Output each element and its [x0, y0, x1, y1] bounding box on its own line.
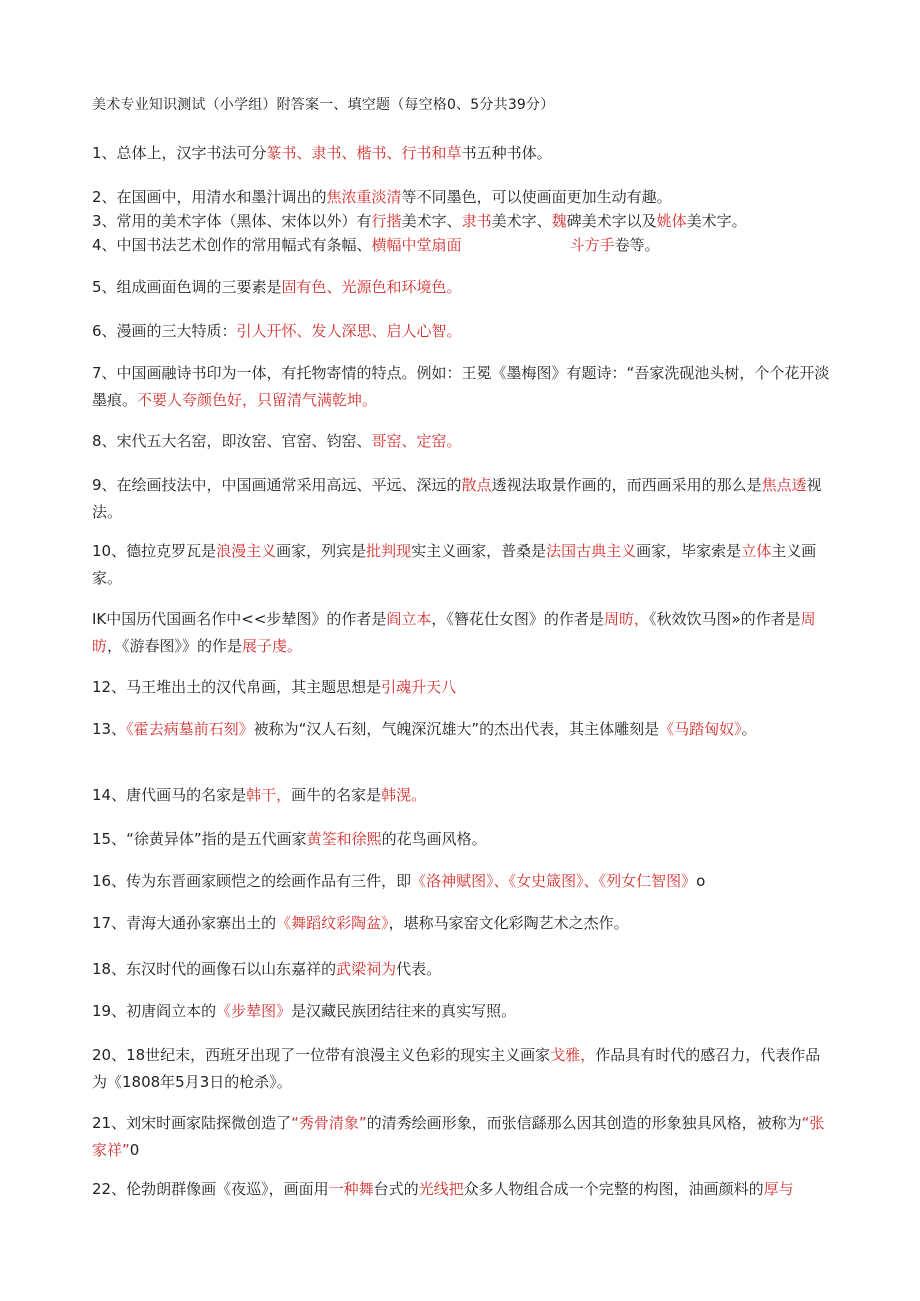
answer-text: 立体	[741, 542, 772, 560]
question-text: 的花鸟画风格。	[381, 830, 487, 848]
answer-text: 横幅中堂扇面	[371, 236, 462, 254]
answer-text: 引魂升天八	[381, 678, 457, 696]
question-text: 书五种书体。	[461, 144, 552, 162]
answer-text: 焦浓重淡清	[326, 188, 402, 206]
answer-text: 《步辇图》	[216, 1002, 292, 1020]
question-text: 4、中国书法艺术创作的常用幅式有条幅、	[92, 236, 372, 254]
answer-text: “秀骨清象”	[291, 1114, 367, 1132]
answer-text: 魏	[551, 212, 567, 230]
answer-text: 斗方手	[569, 236, 615, 254]
question-text: 实主义画家，普桑是	[411, 542, 547, 560]
answer-text: 行揩	[371, 212, 402, 230]
question-text: 卷等。	[614, 236, 660, 254]
question-12	[92, 674, 832, 701]
question-text: 2、在国画中，用清水和墨汁调出的	[92, 188, 327, 206]
question-text: 6、漫画的三大特质：	[92, 322, 237, 340]
answer-text: 法国古典主义	[546, 542, 637, 560]
answer-text: 武梁祠为	[336, 960, 397, 978]
question-text: 代表。	[396, 960, 442, 978]
answer-text: 哥窑、定窑。	[371, 432, 462, 450]
question-6	[92, 318, 832, 345]
answer-text: 光线把	[418, 1180, 464, 1198]
question-text: 等不同墨色，可以使画面更加生动有趣。	[401, 188, 672, 206]
answer-text: 周昉，	[603, 610, 649, 628]
question-7	[92, 360, 832, 414]
answer-text: 姚体	[656, 212, 687, 230]
question-text: 18、东汉时代的画像石以山东嘉祥的	[92, 960, 337, 978]
question-text: 碑美术字以及	[566, 212, 657, 230]
question-text: 9、在绘画技法中，中国画通常采用高远、平远、深远的	[92, 476, 462, 494]
question-text: 美术字、	[491, 212, 552, 230]
question-15	[92, 826, 832, 853]
question-20	[92, 1042, 832, 1096]
question-10	[92, 538, 832, 592]
question-text: 透视法取景作画的，而西画采用的那么是	[491, 476, 762, 494]
question-19	[92, 998, 832, 1025]
question-17	[92, 910, 832, 937]
question-4	[92, 232, 832, 259]
answer-text: 戈雅，	[550, 1046, 596, 1064]
question-text: 13、	[92, 720, 127, 738]
answer-text: 散点	[461, 476, 492, 494]
question-text: 16、传为东晋画家顾恺之的绘画作品有三件，即	[92, 872, 412, 890]
question-text: 是汉藏民族团结往来的真实写照。	[291, 1002, 517, 1020]
question-text: 10、德拉克罗瓦是	[92, 542, 217, 560]
question-text: 14、唐代画马的名家是	[92, 786, 247, 804]
question-text: 3、常用的美术字体（黑体、宋体以外）有	[92, 212, 372, 230]
question-text: 12、马王堆出土的汉代帛画，其主题思想是	[92, 678, 382, 696]
question-text: 作品具有时代的感召力，代表作品为《1808年5月3日的枪杀》。	[92, 1046, 821, 1091]
answer-text: 固有色、光源色和环境色。	[281, 278, 462, 296]
question-text: 17、青海大通孙家寨出土的	[92, 914, 277, 932]
question-21	[92, 1110, 832, 1164]
question-text: 视法。	[92, 476, 822, 521]
question-text: 台式的	[373, 1180, 419, 1198]
question-text: 19、初唐阎立本的	[92, 1002, 217, 1020]
answer-text: 周昉	[92, 610, 816, 655]
question-text: ，堪称马家窑文化彩陶艺术之杰作。	[388, 914, 629, 932]
answer-text: 厚与	[763, 1180, 794, 1198]
page-title: 美术专业知识测试（小学组）附答案一、填空题（每空格0、5分共39分）	[92, 97, 555, 113]
question-22	[92, 1176, 832, 1203]
question-text: 21、刘宋时画家陆探微创造了	[92, 1114, 292, 1132]
question-text: o	[696, 872, 706, 890]
answer-text: 隶书	[461, 212, 492, 230]
question-text: 1、总体上，汉字书法可分	[92, 144, 267, 162]
question-text: 被称为“汉人石刻，气魄深沉雄大”的杰出代表，其主体雕刻是	[253, 720, 660, 738]
question-5	[92, 274, 832, 301]
question-text: ，《游春图》》的作是	[107, 637, 243, 655]
question-11	[92, 606, 832, 660]
question-text: 20、18世纪末，西班牙出现了一位带有浪漫主义色彩的现实主义画家	[92, 1046, 551, 1064]
answer-text: 一种舞	[328, 1180, 374, 1198]
answer-text: “张家祥”	[92, 1114, 825, 1159]
question-text: 《秋效饮马图»的作者是	[648, 610, 801, 628]
question-text: 的清秀绘画形象，而张信繇那么因其创造的形象独具风格，被称为	[366, 1114, 802, 1132]
answer-text: 《马踏匈奴》	[659, 720, 742, 738]
answer-text: 《洛神赋图》、《女史箴图》、《列女仁智图》	[411, 872, 697, 890]
question-text: 画家，毕家索是	[636, 542, 742, 560]
question-text: 22、伦勃朗群像画《夜巡》，画面用	[92, 1180, 329, 1198]
question-text: 7、中国画融诗书印为一体，有托物寄情的特点。例如：王冕《墨梅图》有题诗：“吾家洗砚池头树，个个花开淡墨痕。	[92, 364, 830, 409]
question-text: 画牛的名家是	[291, 786, 382, 804]
answer-text: 不要人夸颜色好，只留清气满乾坤。	[137, 391, 378, 409]
answer-text: 《舞蹈纹彩陶盆》	[276, 914, 389, 932]
question-18	[92, 956, 832, 983]
question-text: 主义画家。	[92, 542, 817, 587]
answer-text: 韩干，	[246, 786, 292, 804]
question-14	[92, 782, 832, 809]
question-3	[92, 208, 832, 235]
answer-text: 批判现	[366, 542, 412, 560]
question-text: 8、宋代五大名窑，即汝窑、官窑、钧窑、	[92, 432, 372, 450]
answer-text: 引人开怀、发人深思、启人心智。	[236, 322, 462, 340]
answer-text: 焦点	[761, 476, 792, 494]
question-text: 15、“徐黄异体”指的是五代画家	[92, 830, 307, 848]
question-8	[92, 428, 832, 455]
question-13	[92, 716, 832, 743]
question-2	[92, 184, 832, 211]
answer-text: 透	[791, 476, 807, 494]
question-16	[92, 868, 832, 895]
answer-text: 浪漫主义	[216, 542, 277, 560]
question-text: IK中国历代国画名作中<<步辇图》的作者是	[92, 610, 387, 628]
answer-text: 展子虔。	[242, 637, 303, 655]
question-text: 5、组成画面色调的三要素是	[92, 278, 282, 296]
question-text: 。	[741, 720, 757, 738]
question-1	[92, 140, 832, 167]
question-text: 画家，列宾是	[276, 542, 367, 560]
question-9	[92, 472, 832, 526]
question-text: 美术字。	[686, 212, 747, 230]
question-text: ，《簪花仕女图》的作者是	[431, 610, 604, 628]
answer-text: 《霍去病墓前石刻》	[126, 720, 254, 738]
answer-text: 篆书、隶书、楷书、行书和草	[266, 144, 462, 162]
question-text: 美术字、	[401, 212, 462, 230]
question-text: 0	[129, 1141, 140, 1159]
answer-text: 阎立本	[386, 610, 432, 628]
answer-text: 韩滉。	[381, 786, 427, 804]
question-text: 众多人物组合成一个完整的构图，油画颜料的	[463, 1180, 764, 1198]
answer-text: 黄筌和徐熙	[306, 830, 382, 848]
